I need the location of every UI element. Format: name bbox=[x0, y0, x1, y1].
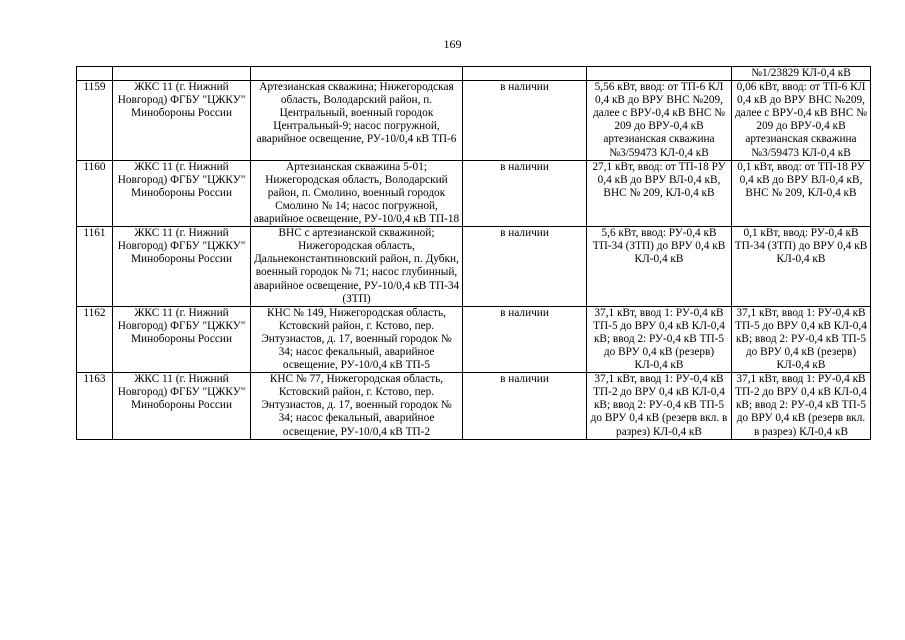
cell-object bbox=[251, 67, 463, 81]
registry-table bbox=[76, 66, 871, 440]
cell-status: в наличии bbox=[463, 160, 587, 226]
cell-num: 1161 bbox=[77, 227, 113, 307]
cell-num: 1159 bbox=[77, 81, 113, 161]
cell-owner: ЖКС 11 (г. Нижний Новгород) ФГБУ "ЦЖКУ" Минобороны России bbox=[113, 160, 251, 226]
cell-num bbox=[77, 67, 113, 81]
cell-status: в наличии bbox=[463, 373, 587, 439]
cell-power: 27,1 кВт, ввод: от ТП-18 РУ 0,4 кВ до ВРУ ВЛ-0,4 кВ, ВНС № 209, КЛ-0,4 кВ bbox=[587, 160, 732, 226]
table-row bbox=[77, 373, 871, 439]
table-row bbox=[77, 160, 871, 226]
cell-power bbox=[587, 67, 732, 81]
cell-object: Артезианская скважина; Нижегородская область, Володарский район, п. Центральный, военный городок Центральный-9; насос погружной, аварийное освещение, РУ-10/0,4 кВ ТП-6 bbox=[251, 81, 463, 161]
cell-owner: ЖКС 11 (г. Нижний Новгород) ФГБУ "ЦЖКУ" Минобороны России bbox=[113, 227, 251, 307]
cell-object: КНС № 77, Нижегородская область, Кстовский район, г. Кстово, пер. Энтузиастов, д. 17, военный городок № 34; насос фекальный, аварийное освещение, РУ-10/0,4 кВ ТП-2 bbox=[251, 373, 463, 439]
cell-power2: 37,1 кВт, ввод 1: РУ-0,4 кВ ТП-5 до ВРУ 0,4 кВ КЛ-0,4 кВ; ввод 2: РУ-0,4 кВ ТП-5 до ВРУ 0,4 кВ (резерв) КЛ-0,4 кВ bbox=[732, 306, 871, 372]
cell-status: в наличии bbox=[463, 81, 587, 161]
cell-status: в наличии bbox=[463, 306, 587, 372]
cell-object: Артезианская скважина 5-01; Нижегородская область, Володарский район, п. Смолино, военный городок Смолино № 14; насос погружной, аварийное освещение, РУ-10/0,4 кВ ТП-18 bbox=[251, 160, 463, 226]
cell-status: в наличии bbox=[463, 227, 587, 307]
cell-num: 1160 bbox=[77, 160, 113, 226]
continuation-row bbox=[77, 67, 871, 81]
cell-power: 37,1 кВт, ввод 1: РУ-0,4 кВ ТП-5 до ВРУ 0,4 кВ КЛ-0,4 кВ; ввод 2: РУ-0,4 кВ ТП-5 до ВРУ 0,4 кВ (резерв) КЛ-0,4 кВ bbox=[587, 306, 732, 372]
cell-power2: 37,1 кВт, ввод 1: РУ-0,4 кВ ТП-2 до ВРУ 0,4 кВ КЛ-0,4 кВ; ввод 2: РУ-0,4 кВ ТП-5 до ВРУ 0,4 кВ (резерв вкл. в разрез) КЛ-0,4 кВ bbox=[732, 373, 871, 439]
cell-power2: 0,1 кВт, ввод: от ТП-18 РУ 0,4 кВ до ВРУ ВЛ-0,4 кВ, ВНС № 209, КЛ-0,4 кВ bbox=[732, 160, 871, 226]
cell-power: 37,1 кВт, ввод 1: РУ-0,4 кВ ТП-2 до ВРУ 0,4 кВ КЛ-0,4 кВ; ввод 2: РУ-0,4 кВ ТП-5 до ВРУ 0,4 кВ (резерв вкл. в разрез) КЛ-0,4 кВ bbox=[587, 373, 732, 439]
cell-power2: №1/23829 КЛ-0,4 кВ bbox=[732, 67, 871, 81]
cell-power: 5,6 кВт, ввод: РУ-0,4 кВ ТП-34 (ЗТП) до ВРУ 0,4 кВ КЛ-0,4 кВ bbox=[587, 227, 732, 307]
page-number: 169 bbox=[443, 37, 462, 51]
cell-owner: ЖКС 11 (г. Нижний Новгород) ФГБУ "ЦЖКУ" Минобороны России bbox=[113, 306, 251, 372]
cell-power2: 0,06 кВт, ввод: от ТП-6 КЛ 0,4 кВ до ВРУ ВНС №209, далее с ВРУ-0,4 кВ ВНС № 209 до ВРУ-0,4 кВ артезианская скважина №3/59473 КЛ-0,4 кВ bbox=[732, 81, 871, 161]
cell-owner: ЖКС 11 (г. Нижний Новгород) ФГБУ "ЦЖКУ" Минобороны России bbox=[113, 373, 251, 439]
cell-owner bbox=[113, 67, 251, 81]
cell-owner: ЖКС 11 (г. Нижний Новгород) ФГБУ "ЦЖКУ" Минобороны России bbox=[113, 81, 251, 161]
table-row bbox=[77, 306, 871, 372]
cell-object: ВНС с артезианской скважиной; Нижегородская область, Дальнеконстантиновский район, п. Дубки, военный городок № 71; насос глубинный, аварийное освещение, РУ-10/0,4 кВ ТП-34 (ЗТП) bbox=[251, 227, 463, 307]
cell-power2: 0,1 кВт, ввод: РУ-0,4 кВ ТП-34 (ЗТП) до ВРУ 0,4 кВ КЛ-0,4 кВ bbox=[732, 227, 871, 307]
cell-num: 1162 bbox=[77, 306, 113, 372]
cell-status bbox=[463, 67, 587, 81]
cell-power: 5,56 кВт, ввод: от ТП-6 КЛ 0,4 кВ до ВРУ ВНС №209, далее с ВРУ-0,4 кВ ВНС № 209 до ВРУ-0,4 кВ артезианская скважина №3/59473 КЛ-0,4 кВ bbox=[587, 81, 732, 161]
cell-num: 1163 bbox=[77, 373, 113, 439]
table-row bbox=[77, 227, 871, 307]
cell-object: КНС № 149, Нижегородская область, Кстовский район, г. Кстово, пер. Энтузиастов, д. 17, военный городок № 34; насос фекальный, аварийное освещение, РУ-10/0,4 кВ ТП-5 bbox=[251, 306, 463, 372]
table-row bbox=[77, 81, 871, 161]
